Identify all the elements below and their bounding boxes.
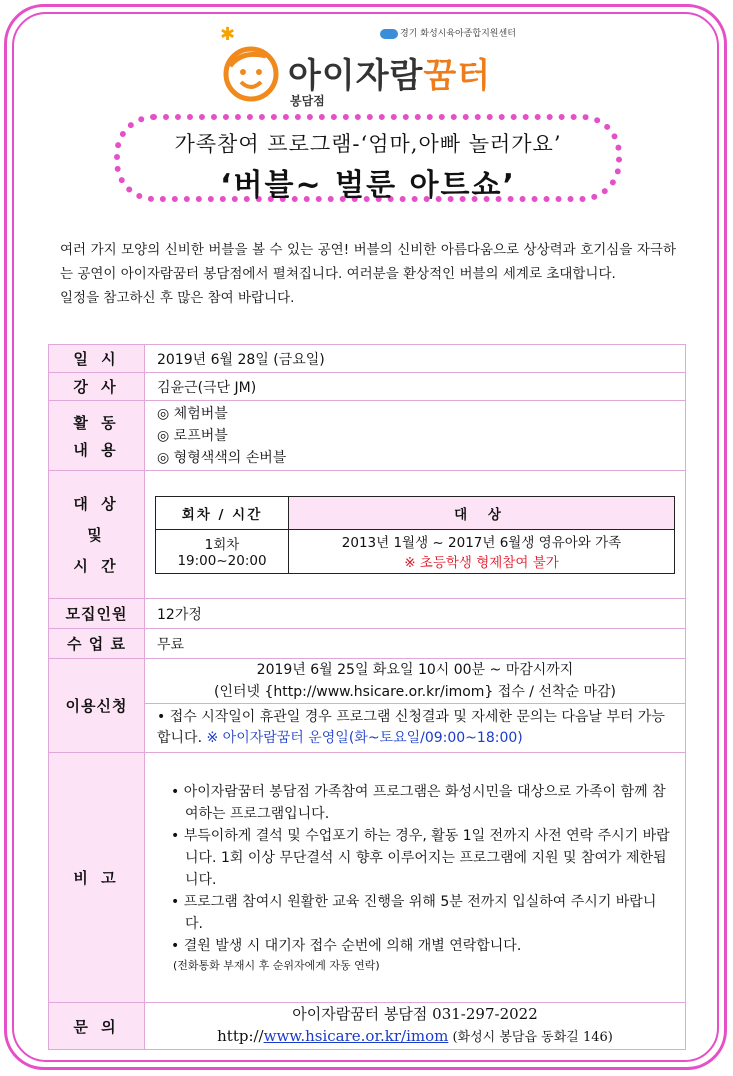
row-label: 수 업 료 <box>49 629 145 659</box>
apply-period: 2019년 6월 25일 화요일 10시 00분 ~ 마감시까지 <box>256 662 574 678</box>
fee-value: 무료 <box>145 629 686 659</box>
row-label: 이용신청 <box>49 659 145 753</box>
lecturer-value: 김윤근(극단 JM) <box>145 373 686 401</box>
info-table <box>48 344 686 1050</box>
row-contact <box>49 1003 686 1050</box>
title-box <box>114 114 622 202</box>
contact-phone: 아이자람꿈터 봉담점 031-297-2022 <box>292 1005 538 1023</box>
hours-note: ※ 아이자람꿈터 운영일(화~토요일/09:00~18:00) <box>206 730 523 746</box>
remarks-small-note: (전화통화 부재시 후 순위자에게 자동 연락) <box>173 958 380 972</box>
list-item: • 아이자람꿈터 봉담점 가족참여 프로그램은 화성시민을 대상으로 가족이 함께 참여하는 프로그램입니다. <box>171 783 666 822</box>
intro-paragraph: 여러 가지 모양의 신비한 버블을 볼 수 있는 공연! 버블의 신비한 아름다움으로 상상력과 호기심을 자극하는 공연이 아이자람꿈터 봉담점에서 펼쳐집니다. 여러분을 환상적인 버블의 세계로 초대합니다. <box>60 242 676 282</box>
intro-paragraph: 일정을 참고하신 후 많은 참여 바랍니다. <box>60 290 295 306</box>
list-item: • 부득이하게 결석 및 수업포기 하는 경우, 활동 1일 전까지 사전 연락 주시기 바랍니다. 1회 이상 무단결석 시 향후 이루어지는 프로그램에 지원 및 참여가 제한됩니다. <box>171 827 670 888</box>
row-lecturer <box>49 373 686 401</box>
date-value: 2019년 6월 28일 (금요일) <box>145 345 686 373</box>
row-label: 문 의 <box>49 1003 145 1050</box>
list-item: ◎ 체험버블 <box>157 405 228 422</box>
row-label: 활 동 내 용 <box>49 401 145 471</box>
target-text-cell: 2013년 1월생 ~ 2017년 6월생 영유아와 가족 ※ 초등학생 형제참여 불가 <box>289 529 675 573</box>
row-target <box>49 471 686 599</box>
website-link[interactable]: www.hsicare.or.kr/imom <box>263 1027 449 1045</box>
list-item: • 결원 발생 시 대기자 접수 순번에 의해 개별 연락합니다. <box>171 937 522 954</box>
list-item: • 프로그램 참여시 원활한 교육 진행을 위해 5분 전까지 입실하여 주시기 바랍니다. <box>171 893 657 932</box>
apply-note: • 접수 시작일이 휴관일 경우 프로그램 신청결과 및 자세한 문의는 다음날 부터 가능합니다. ※ 아이자람꿈터 운영일(화~토요일/09:00~18:00) <box>145 703 685 752</box>
activity-list <box>145 401 686 471</box>
row-label: 비 고 <box>49 753 145 1003</box>
row-recruit <box>49 599 686 629</box>
logo-name: 아이자람꿈터 <box>288 56 492 96</box>
row-apply <box>49 659 686 753</box>
row-remarks <box>49 753 686 1003</box>
column-header: 대 상 <box>289 496 675 529</box>
partner-logo: 경기 화성시육아종합지원센터 <box>380 26 516 39</box>
list-item: ◎ 형형색색의 손버블 <box>157 449 287 466</box>
apply-cell <box>145 659 686 753</box>
recruit-value: 12가정 <box>145 599 686 629</box>
logo-branch: 봉담점 <box>290 94 325 108</box>
contact-cell <box>145 1003 686 1050</box>
partner-logo-icon <box>380 29 398 39</box>
session-cell: 1회차 19:00~20:00 <box>156 529 289 573</box>
remarks-cell <box>145 753 686 1003</box>
row-label: 대 상 및 시 간 <box>49 471 145 599</box>
column-header: 회차 / 시간 <box>156 496 289 529</box>
target-note: ※ 초등학생 형제참여 불가 <box>404 555 559 571</box>
row-label: 모집인원 <box>49 599 145 629</box>
smiling-face-icon <box>222 44 280 102</box>
list-item: ◎ 로프버블 <box>157 427 228 444</box>
row-fee <box>49 629 686 659</box>
row-date <box>49 345 686 373</box>
row-label: 강 사 <box>49 373 145 401</box>
intro-text <box>60 238 676 310</box>
row-label: 일 시 <box>49 345 145 373</box>
program-title: ‘버블~ 벌룬 아트쇼’ <box>220 168 516 203</box>
apply-method: (인터넷 {http://www.hsicare.or.kr/imom} 접수 / 선착순 마감) <box>214 684 616 700</box>
contact-url-line: http://www.hsicare.or.kr/imom (화성시 봉담읍 동화길 146) <box>217 1027 613 1045</box>
logo <box>218 22 518 108</box>
star-icon: ✱ <box>220 24 236 45</box>
program-subtitle: 가족참여 프로그램-‘엄마,아빠 놀러가요’ <box>174 132 562 156</box>
target-cell <box>145 471 686 599</box>
row-activity <box>49 401 686 471</box>
schedule-table <box>155 496 675 574</box>
